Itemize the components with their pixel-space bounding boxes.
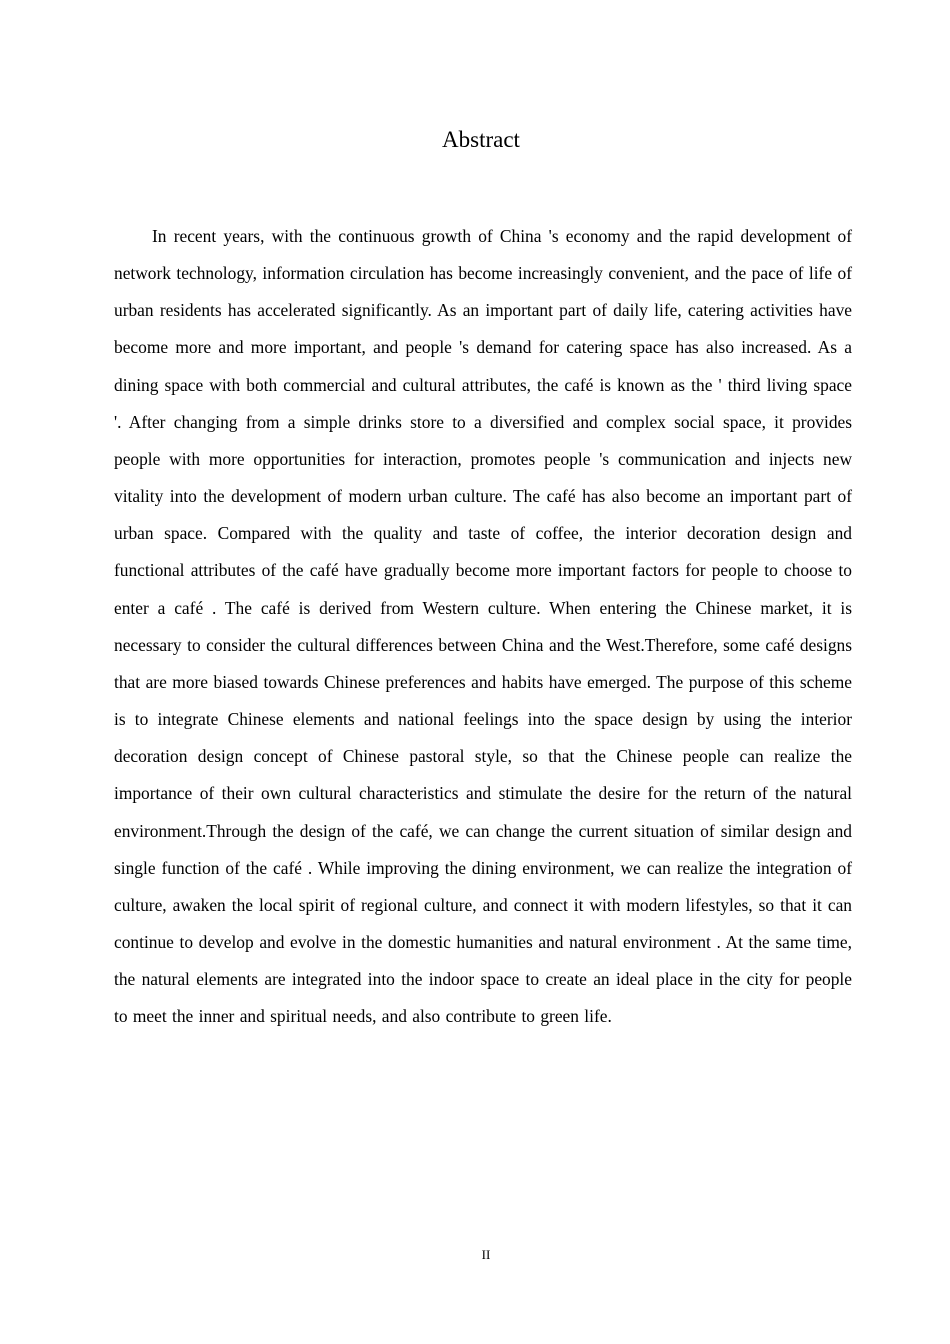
abstract-body: In recent years, with the continuous growth of China 's economy and the rapid development of network technology, information circulation has become increasingly convenient, and the pace of life of urban residents has accelerated significantly. As an important part of daily life, catering activities have become more and more important, and people 's demand for catering space has also increased. As a dining space with both commercial and cultural attributes, the café is known as the ' third living space '. After changing from a simple drinks store to a diversified and complex social space, it provides people with more opportunities for interaction, promotes people 's communication and injects new vitality into the development of modern urban culture. The café has also become an important part of urban space. Compared with the quality and taste of coffee, the interior decoration design and functional attributes of the café have gradually become more important factors for people to choose to enter a café . The café is derived from Western culture. When entering the Chinese market, it is necessary to consider the cultural differences between China and the West.Therefore, some café designs that are more biased towards Chinese preferences and habits have emerged. The purpose of this scheme is to integrate Chinese elements and national feelings into the space design by using the interior decoration design concept of Chinese pastoral style, so that the Chinese people can realize the importance of their own cultural characteristics and stimulate the desire for the return of the natural environment.Through the design of the café, we can change the current situation of similar design and single function of the café . While improving the dining environment, we can realize the integration of culture, awaken the local spirit of regional culture, and connect it with modern lifestyles, so that it can continue to develop and evolve in the domestic humanities and natural environment . At the same time, the natural elements are integrated into the indoor space to create an ideal place in the city for people to meet the inner and spiritual needs, and also contribute to green life. — [114, 226, 852, 1027]
page-number: II — [481, 1247, 491, 1262]
abstract-title: Abstract — [442, 127, 520, 152]
